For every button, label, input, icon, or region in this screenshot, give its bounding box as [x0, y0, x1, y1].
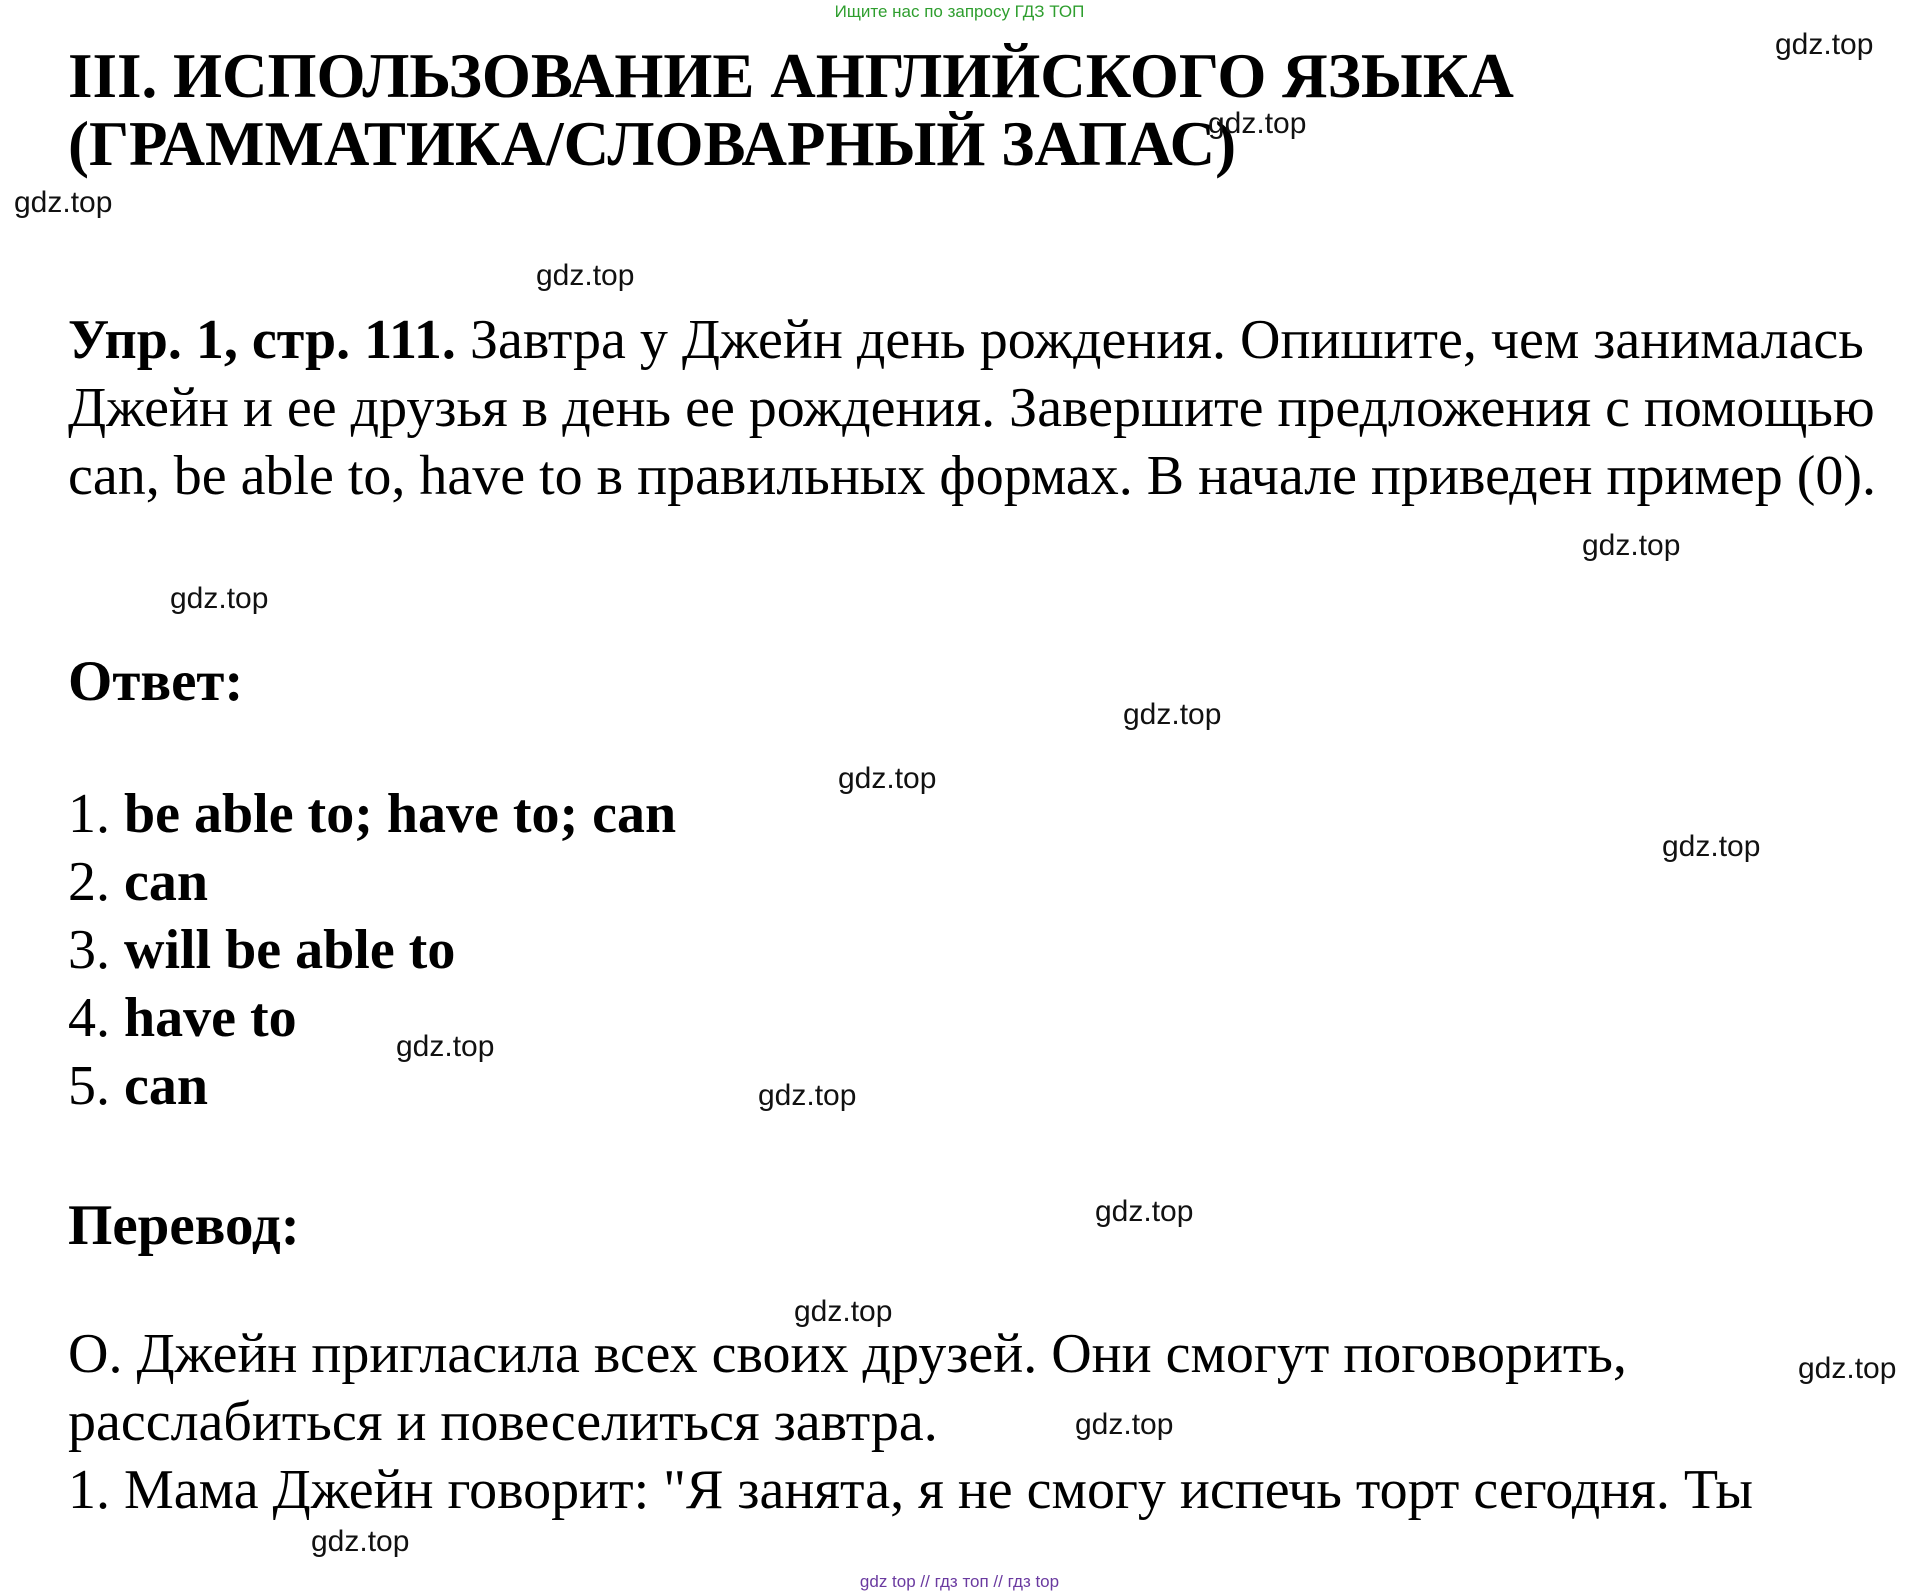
answer-item	[68, 1052, 676, 1120]
task-statement	[68, 306, 1898, 510]
page-title-line-2: (ГРАММАТИКА/СЛОВАРНЫЙ ЗАПАС)	[68, 109, 1237, 179]
answer-item	[68, 984, 676, 1052]
watermark: gdz.top	[838, 762, 937, 795]
page-title-line-1: III. ИСПОЛЬЗОВАНИЕ АНГЛИЙСКОГО ЯЗЫКА	[68, 41, 1514, 111]
watermark: gdz.top	[1775, 28, 1874, 61]
answer-text: will be able to	[124, 919, 456, 981]
translation-body	[68, 1320, 1868, 1524]
answer-item	[68, 916, 676, 984]
watermark: gdz.top	[794, 1295, 893, 1328]
answer-text: can	[124, 851, 208, 913]
answer-text: be able to; have to; can	[124, 783, 677, 845]
answer-text: can	[124, 1055, 208, 1117]
watermark: gdz.top	[1208, 107, 1307, 140]
answer-number: 2.	[68, 851, 124, 913]
watermark: gdz.top	[1662, 830, 1761, 863]
top-banner: Ищите нас по запросу ГДЗ ТОП	[834, 2, 1085, 21]
watermark: gdz.top	[396, 1030, 495, 1063]
translation-heading: Перевод:	[68, 1194, 300, 1257]
translation-paragraph: 1. Мама Джейн говорит: "Я занята, я не смогу испечь торт сегодня. Ты	[68, 1459, 1753, 1521]
answer-heading: Ответ:	[68, 650, 244, 713]
watermark: gdz.top	[1582, 529, 1681, 562]
watermark: gdz.top	[311, 1525, 410, 1558]
watermark: gdz.top	[170, 582, 269, 615]
answer-number: 1.	[68, 783, 124, 845]
watermark: gdz.top	[14, 186, 113, 219]
task-text: Завтра у Джейн день рождения. Опишите, чем занималась Джейн и ее друзья в день ее рождения. Завершите предложения с помощью can, be able to, have to в правильных формах. В начале приведен пример (0).	[68, 309, 1877, 507]
answer-list	[68, 780, 676, 1120]
answer-item	[68, 780, 676, 848]
answer-number: 5.	[68, 1055, 124, 1117]
bottom-banner: gdz top // гдз топ // гдз top	[859, 1572, 1060, 1591]
answer-number: 3.	[68, 919, 124, 981]
answer-text: have to	[124, 987, 297, 1049]
watermark: gdz.top	[1123, 698, 1222, 731]
watermark: gdz.top	[1075, 1408, 1174, 1441]
watermark: gdz.top	[1798, 1352, 1897, 1385]
answer-number: 4.	[68, 987, 124, 1049]
answer-item	[68, 848, 676, 916]
watermark: gdz.top	[1095, 1195, 1194, 1228]
translation-paragraph: О. Джейн пригласила всех своих друзей. Они смогут поговорить, расслабиться и повеселиться завтра.	[68, 1323, 1627, 1453]
watermark: gdz.top	[758, 1079, 857, 1112]
task-label: Упр. 1, стр. 111.	[68, 309, 456, 371]
watermark: gdz.top	[536, 259, 635, 292]
